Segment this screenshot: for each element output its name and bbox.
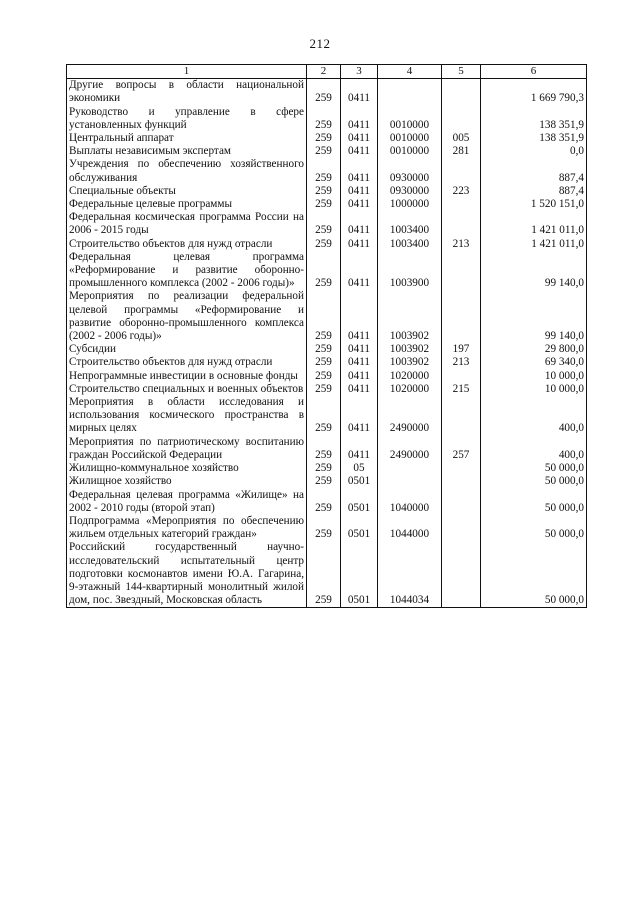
- row-code-3: 0411: [341, 290, 378, 343]
- row-code-3: 0411: [341, 370, 378, 383]
- row-code-5: 005: [442, 132, 481, 145]
- row-code-3: 0501: [341, 515, 378, 541]
- row-code-2: 259: [307, 462, 341, 475]
- header-col-5: 5: [442, 65, 481, 79]
- row-code-3: 0411: [341, 158, 378, 184]
- row-code-2: 259: [307, 515, 341, 541]
- table-row: [67, 290, 587, 343]
- table-row: [67, 211, 587, 237]
- row-code-3: 0411: [341, 106, 378, 132]
- row-code-3: 0411: [341, 238, 378, 251]
- row-name: Подпрограмма «Мероприятия по обеспечению жильем отдельных категорий граждан»: [67, 515, 307, 541]
- row-code-2: 259: [307, 145, 341, 158]
- row-amount: 400,0: [481, 436, 587, 462]
- row-code-3: 0411: [341, 211, 378, 237]
- row-code-3: 0411: [341, 436, 378, 462]
- row-amount: 99 140,0: [481, 251, 587, 291]
- row-amount: 10 000,0: [481, 370, 587, 383]
- header-col-3: 3: [341, 65, 378, 79]
- row-code-3: 0411: [341, 132, 378, 145]
- row-name: Строительство объектов для нужд отрасли: [67, 356, 307, 369]
- row-code-5: [442, 198, 481, 211]
- row-code-4: 1003902: [378, 356, 442, 369]
- row-name: Руководство и управление в сфере установленных функций: [67, 106, 307, 132]
- row-code-2: 259: [307, 343, 341, 356]
- row-amount: 400,0: [481, 396, 587, 436]
- row-code-5: 197: [442, 343, 481, 356]
- row-name: Жилищное хозяйство: [67, 475, 307, 488]
- table-row: [67, 489, 587, 515]
- row-code-4: 0010000: [378, 145, 442, 158]
- row-code-2: 259: [307, 436, 341, 462]
- table-body: [67, 79, 587, 608]
- row-amount: 50 000,0: [481, 489, 587, 515]
- row-code-2: 259: [307, 132, 341, 145]
- row-code-4: 1020000: [378, 370, 442, 383]
- row-name: Другие вопросы в области национальной экономики: [67, 79, 307, 106]
- row-code-4: 0930000: [378, 158, 442, 184]
- row-code-5: 213: [442, 356, 481, 369]
- row-code-2: 259: [307, 541, 341, 608]
- row-amount: 1 669 790,3: [481, 79, 587, 106]
- header-col-1: 1: [67, 65, 307, 79]
- row-name: Непрограммные инвестиции в основные фонды: [67, 370, 307, 383]
- row-code-4: 1003902: [378, 343, 442, 356]
- row-code-3: 0501: [341, 475, 378, 488]
- row-name: Учреждения по обеспечению хозяйственного обслуживания: [67, 158, 307, 184]
- header-col-4: 4: [378, 65, 442, 79]
- row-code-4: 0930000: [378, 185, 442, 198]
- row-code-5: 223: [442, 185, 481, 198]
- row-code-3: 0501: [341, 489, 378, 515]
- row-amount: 1 421 011,0: [481, 238, 587, 251]
- header-col-2: 2: [307, 65, 341, 79]
- row-amount: 99 140,0: [481, 290, 587, 343]
- row-code-5: [442, 541, 481, 608]
- row-code-5: [442, 475, 481, 488]
- row-code-2: 259: [307, 238, 341, 251]
- table-row: [67, 251, 587, 291]
- row-code-2: 259: [307, 396, 341, 436]
- row-name: Субсидии: [67, 343, 307, 356]
- row-name: Мероприятия по реализации федеральной целевой программы «Реформирование и развитие оборонно-промышленного комплекса (2002 - 2006 годы)»: [67, 290, 307, 343]
- row-code-5: [442, 251, 481, 291]
- row-code-5: [442, 489, 481, 515]
- row-name: Жилищно-коммунальное хозяйство: [67, 462, 307, 475]
- row-code-2: 259: [307, 356, 341, 369]
- table-row: [67, 238, 587, 251]
- row-name: Строительство специальных и военных объектов: [67, 383, 307, 396]
- row-code-2: 259: [307, 198, 341, 211]
- table-row: [67, 475, 587, 488]
- row-code-5: [442, 106, 481, 132]
- row-code-4: 1044034: [378, 541, 442, 608]
- page-number: 212: [309, 36, 331, 51]
- row-code-5: [442, 370, 481, 383]
- row-code-3: 05: [341, 462, 378, 475]
- table-row: [67, 106, 587, 132]
- row-code-4: [378, 475, 442, 488]
- row-code-4: 1044000: [378, 515, 442, 541]
- row-amount: 138 351,9: [481, 106, 587, 132]
- row-amount: 138 351,9: [481, 132, 587, 145]
- row-code-2: 259: [307, 106, 341, 132]
- row-code-5: [442, 515, 481, 541]
- row-amount: 887,4: [481, 158, 587, 184]
- row-code-2: 259: [307, 370, 341, 383]
- table-row: [67, 462, 587, 475]
- table-row: [67, 343, 587, 356]
- row-code-4: 0010000: [378, 106, 442, 132]
- row-code-3: 0411: [341, 145, 378, 158]
- row-code-4: 1003400: [378, 238, 442, 251]
- row-amount: 0,0: [481, 145, 587, 158]
- table-row: [67, 198, 587, 211]
- row-code-3: 0411: [341, 198, 378, 211]
- table-row: [67, 158, 587, 184]
- table-row: [67, 541, 587, 608]
- row-name: Мероприятия по патриотическому воспитанию граждан Российской Федерации: [67, 436, 307, 462]
- row-code-4: 1003900: [378, 251, 442, 291]
- row-code-3: 0411: [341, 185, 378, 198]
- table-row: [67, 370, 587, 383]
- row-name: Федеральная целевая программа «Реформирование и развитие оборонно-промышленного комплекса (2002 - 2006 годы)»: [67, 251, 307, 291]
- row-amount: 1 421 011,0: [481, 211, 587, 237]
- row-code-4: [378, 462, 442, 475]
- header-col-6: 6: [481, 65, 587, 79]
- row-code-2: 259: [307, 383, 341, 396]
- row-code-2: 259: [307, 475, 341, 488]
- row-amount: 69 340,0: [481, 356, 587, 369]
- row-code-5: 215: [442, 383, 481, 396]
- budget-table: [66, 64, 587, 608]
- table-row: [67, 515, 587, 541]
- row-code-4: 2490000: [378, 436, 442, 462]
- row-code-5: [442, 79, 481, 106]
- table-row: [67, 436, 587, 462]
- row-code-4: [378, 79, 442, 106]
- row-code-4: 2490000: [378, 396, 442, 436]
- row-code-5: 281: [442, 145, 481, 158]
- row-code-3: 0411: [341, 356, 378, 369]
- table-row: [67, 383, 587, 396]
- row-code-2: 259: [307, 158, 341, 184]
- row-code-3: 0411: [341, 343, 378, 356]
- table-row: [67, 356, 587, 369]
- row-name: Федеральная целевая программа «Жилище» на 2002 - 2010 годы (второй этап): [67, 489, 307, 515]
- row-code-3: 0501: [341, 541, 378, 608]
- row-code-5: [442, 396, 481, 436]
- row-code-3: 0411: [341, 79, 378, 106]
- row-name: Специальные объекты: [67, 185, 307, 198]
- row-code-4: 0010000: [378, 132, 442, 145]
- row-code-3: 0411: [341, 251, 378, 291]
- row-amount: 50 000,0: [481, 462, 587, 475]
- row-code-5: [442, 211, 481, 237]
- table-header: [67, 65, 587, 79]
- row-code-3: 0411: [341, 383, 378, 396]
- table-row: [67, 79, 587, 106]
- row-name: Федеральная космическая программа России на 2006 - 2015 годы: [67, 211, 307, 237]
- row-code-4: 1003400: [378, 211, 442, 237]
- row-name: Выплаты независимым экспертам: [67, 145, 307, 158]
- row-amount: 1 520 151,0: [481, 198, 587, 211]
- table-row: [67, 132, 587, 145]
- row-name: Мероприятия в области исследования и использования космического пространства в мирных целях: [67, 396, 307, 436]
- table-row: [67, 145, 587, 158]
- row-name: Российский государственный научно-исследовательский испытательный центр подготовки космонавтов имени Ю.А. Гагарина, 9-этажный 144-квартирный монолитный жилой дом, пос. Звездный, Московская область: [67, 541, 307, 608]
- row-amount: 10 000,0: [481, 383, 587, 396]
- row-code-5: [442, 290, 481, 343]
- row-code-2: 259: [307, 251, 341, 291]
- row-code-4: 1003902: [378, 290, 442, 343]
- row-code-3: 0411: [341, 396, 378, 436]
- row-name: Федеральные целевые программы: [67, 198, 307, 211]
- row-code-4: 1020000: [378, 383, 442, 396]
- row-code-5: 213: [442, 238, 481, 251]
- row-code-2: 259: [307, 290, 341, 343]
- table-row: [67, 185, 587, 198]
- row-amount: 50 000,0: [481, 475, 587, 488]
- row-code-2: 259: [307, 489, 341, 515]
- row-amount: 29 800,0: [481, 343, 587, 356]
- row-code-5: [442, 158, 481, 184]
- row-code-4: 1000000: [378, 198, 442, 211]
- row-name: Строительство объектов для нужд отрасли: [67, 238, 307, 251]
- row-code-2: 259: [307, 185, 341, 198]
- row-amount: 50 000,0: [481, 541, 587, 608]
- row-amount: 50 000,0: [481, 515, 587, 541]
- row-name: Центральный аппарат: [67, 132, 307, 145]
- row-code-5: [442, 462, 481, 475]
- row-code-5: 257: [442, 436, 481, 462]
- table-row: [67, 396, 587, 436]
- row-code-2: 259: [307, 79, 341, 106]
- row-amount: 887,4: [481, 185, 587, 198]
- row-code-2: 259: [307, 211, 341, 237]
- row-code-4: 1040000: [378, 489, 442, 515]
